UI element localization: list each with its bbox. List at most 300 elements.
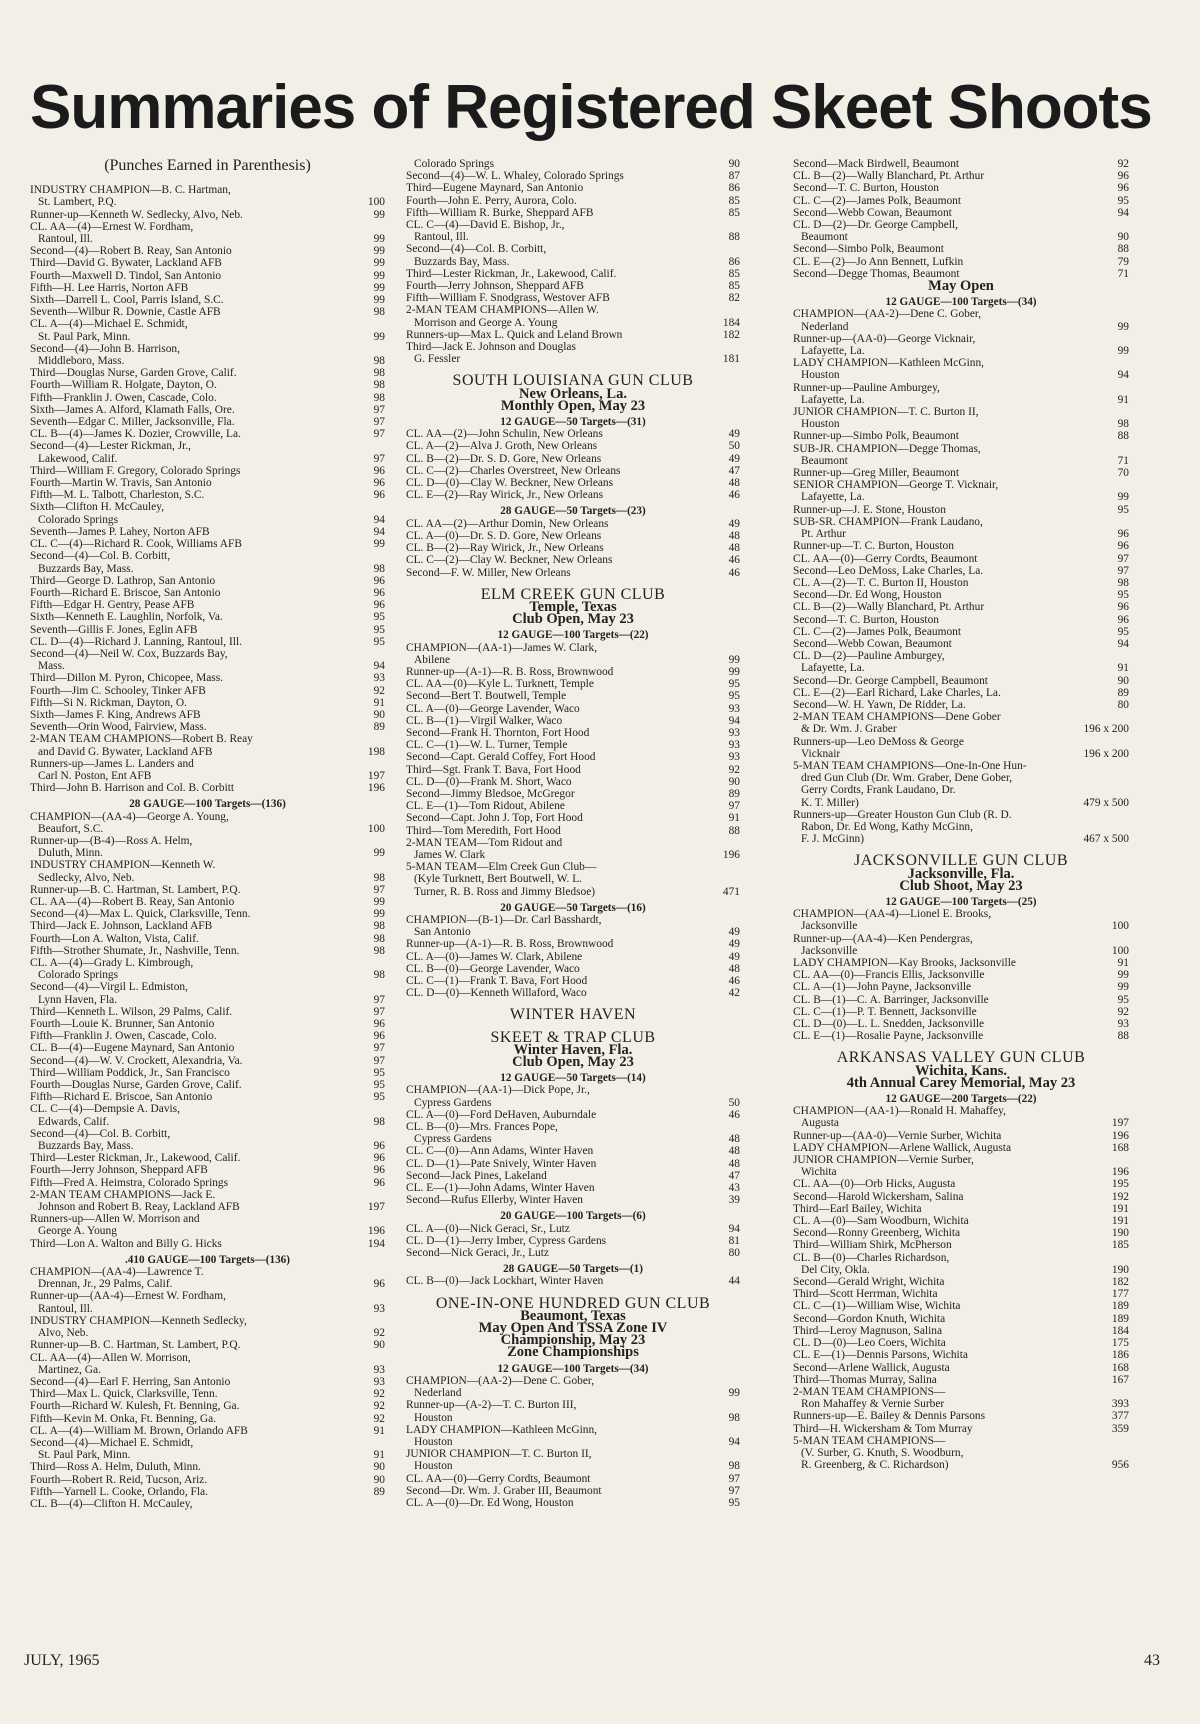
- result-text: St. Paul Park, Minn.: [38, 1449, 131, 1462]
- result-score: 88: [1115, 1030, 1129, 1042]
- result-text: St. Lambert, P.Q.: [38, 196, 117, 209]
- result-line: [30, 599, 385, 611]
- result-score: 98: [371, 563, 385, 575]
- result-line: [793, 1435, 1129, 1447]
- result-line: [793, 1423, 1129, 1435]
- result-score: 95: [1115, 626, 1129, 638]
- result-score: 99: [371, 331, 385, 343]
- result-line: [30, 859, 385, 871]
- result-line: [793, 1252, 1129, 1264]
- result-text: Lafayette, La.: [801, 491, 865, 504]
- result-text: R. Greenberg, & C. Richardson): [801, 1459, 949, 1472]
- result-text: Fourth—Jerry Johnson, Sheppard AFB: [406, 280, 584, 293]
- result-score: 48: [726, 963, 740, 975]
- result-score: 479 x 500: [1080, 797, 1129, 809]
- gauge-heading: .410 GAUGE—100 Targets—(136): [124, 1253, 290, 1266]
- result-text: Runner-up—(AA-4)—Ken Pendergras,: [793, 932, 973, 945]
- result-score: 97: [371, 884, 385, 896]
- result-text: Fourth—William R. Holgate, Dayton, O.: [30, 379, 217, 392]
- result-line: [406, 1448, 740, 1460]
- result-text: Fifth—H. Lee Harris, Norton AFB: [30, 281, 189, 294]
- page-title: Summaries of Registered Skeet Shoots: [30, 73, 1152, 142]
- result-line: [30, 563, 385, 575]
- result-score: 97: [726, 1485, 740, 1497]
- result-score: 96: [1115, 540, 1129, 552]
- result-line: [406, 207, 740, 219]
- result-line: [406, 886, 740, 898]
- result-score: 94: [1115, 207, 1129, 219]
- result-line: [793, 1203, 1129, 1215]
- result-line: [30, 697, 385, 709]
- result-text: CL. D—(2)—Dr. George Campbell,: [793, 219, 958, 232]
- result-text: 2-MAN TEAM CHAMPIONS—Allen W.: [406, 304, 599, 317]
- result-score: 94: [371, 514, 385, 526]
- result-line: [793, 170, 1129, 182]
- result-text: 2-MAN TEAM CHAMPIONS—Jack E.: [30, 1188, 216, 1201]
- result-line: [406, 1247, 740, 1259]
- result-score: 99: [1115, 981, 1129, 993]
- result-score: 49: [726, 926, 740, 938]
- result-score: 90: [726, 776, 740, 788]
- result-text: Drennan, Jr., 29 Palms, Calif.: [38, 1278, 173, 1291]
- result-line: [406, 938, 740, 950]
- result-text: SUB-JR. CHAMPION—Degge Thomas,: [793, 442, 981, 455]
- result-text: CL. A—(0)—George Lavender, Waco: [406, 702, 580, 715]
- result-line: [793, 357, 1129, 369]
- result-text: Second—(4)—Virgil L. Edmiston,: [30, 981, 188, 994]
- result-line: [30, 933, 385, 945]
- result-score: 93: [371, 1303, 385, 1315]
- result-line: [406, 1170, 740, 1182]
- result-text: Fifth—Fred A. Heimstra, Colorado Springs: [30, 1176, 229, 1189]
- result-line: [406, 764, 740, 776]
- result-text: 2-MAN TEAM CHAMPIONS—: [793, 1385, 946, 1398]
- result-text: Lynn Haven, Fla.: [38, 993, 118, 1006]
- result-score: 189: [1109, 1300, 1129, 1312]
- result-line: [406, 1145, 740, 1157]
- result-text: Martinez, Ga.: [38, 1363, 101, 1376]
- result-line: [30, 1018, 385, 1030]
- result-text: Second—(4)—W. L. Whaley, Colorado Springs: [406, 170, 624, 183]
- result-text: Second—Gerald Wright, Wichita: [793, 1276, 945, 1289]
- result-score: 99: [1115, 321, 1129, 333]
- result-line: [30, 847, 385, 859]
- result-line: [30, 233, 385, 245]
- result-score: 96: [371, 1018, 385, 1030]
- result-line: [30, 672, 385, 684]
- result-score: 39: [726, 1194, 740, 1206]
- result-text: Runner-up—B. C. Hartman, St. Lambert, P.Q.: [30, 883, 241, 896]
- result-text: Second—(4)—Robert B. Reay, San Antonio: [30, 245, 232, 258]
- result-text: CL. B—(2)—Dr. S. D. Gore, New Orleans: [406, 452, 602, 465]
- result-line: [30, 1201, 385, 1213]
- result-score: 88: [1115, 430, 1129, 442]
- result-score: 49: [726, 428, 740, 440]
- result-text: Runners-up—Allen W. Morrison and: [30, 1213, 200, 1226]
- result-text: Second—Mack Birdwell, Beaumont: [793, 158, 960, 170]
- result-text: George A. Young: [38, 1225, 117, 1238]
- result-text: Third—Lester Rickman, Jr., Lakewood, Calif.: [406, 267, 617, 280]
- result-line: [793, 821, 1129, 833]
- result-text: CL. D—(0)—Kenneth Willaford, Waco: [406, 987, 587, 1000]
- result-score: 90: [1115, 231, 1129, 243]
- club-name: ELM CREEK GUN CLUB: [480, 585, 666, 603]
- gauge-heading: 28 GAUGE—100 Targets—(136): [129, 798, 286, 811]
- result-text: F. J. McGinn): [801, 833, 865, 846]
- result-line: [30, 969, 385, 981]
- result-score: 80: [726, 1247, 740, 1259]
- result-text: CL. A—(0)—James W. Clark, Abilene: [406, 950, 583, 963]
- result-score: 99: [726, 654, 740, 666]
- result-score: 96: [371, 465, 385, 477]
- result-line: [406, 837, 740, 849]
- result-score: 94: [1115, 638, 1129, 650]
- result-line: [30, 1006, 385, 1018]
- result-text: CHAMPION—(AA-4)—Lionel E. Brooks,: [793, 908, 992, 921]
- result-score: 46: [726, 554, 740, 566]
- result-line: [30, 1339, 385, 1351]
- result-text: Rabon, Dr. Ed Wong, Kathy McGinn,: [801, 820, 973, 833]
- result-text: Alvo, Neb.: [38, 1327, 89, 1340]
- result-score: 97: [1115, 553, 1129, 565]
- result-score: 99: [726, 666, 740, 678]
- result-text: Third—William Shirk, McPherson: [793, 1239, 952, 1252]
- result-score: 48: [726, 1133, 740, 1145]
- result-text: Runner-up—Kenneth W. Sedlecky, Alvo, Neb.: [30, 208, 243, 221]
- result-text: Second—Ronny Greenberg, Wichita: [793, 1227, 961, 1240]
- result-score: 93: [726, 739, 740, 751]
- result-line: [406, 243, 740, 255]
- result-line: [406, 465, 740, 477]
- result-line: [793, 467, 1129, 479]
- result-line: [793, 443, 1129, 455]
- result-text: Third—Thomas Murray, Salina: [793, 1373, 937, 1386]
- result-line: [30, 318, 385, 330]
- result-text: Runner-up—(A-1)—R. B. Ross, Brownwood: [406, 938, 614, 951]
- result-text: CHAMPION—(AA-2)—Dene C. Gober,: [793, 308, 982, 321]
- result-score: 196: [365, 1225, 385, 1237]
- result-text: CL. A—(2)—Alva J. Groth, New Orleans: [406, 440, 598, 453]
- result-line: [793, 516, 1129, 528]
- result-line: [30, 1278, 385, 1290]
- result-score: 198: [365, 746, 385, 758]
- result-line: [30, 721, 385, 733]
- result-text: CL. D—(0)—Leo Coers, Wichita: [793, 1337, 946, 1350]
- result-line: [406, 1133, 740, 1145]
- gauge-heading: 12 GAUGE—100 Targets—(34): [497, 1362, 649, 1375]
- result-line: [30, 1315, 385, 1327]
- gauge-heading: 12 GAUGE—100 Targets—(22): [497, 629, 649, 642]
- result-score: 181: [720, 353, 740, 365]
- result-text: Second—Simbo Polk, Beaumont: [793, 243, 944, 256]
- result-text: CL. AA—(4)—Robert B. Reay, San Antonio: [30, 895, 235, 908]
- result-text: CL. AA—(4)—Allen W. Morrison,: [30, 1351, 191, 1364]
- result-line: [793, 1154, 1129, 1166]
- club-city: Temple, Texas: [529, 598, 617, 615]
- result-text: Buzzards Bay, Mass.: [38, 1140, 134, 1153]
- result-line: [793, 528, 1129, 540]
- result-text: Lafayette, La.: [801, 662, 865, 675]
- result-line: [793, 711, 1129, 723]
- result-line: [406, 256, 740, 268]
- result-text: Fifth—William F. Snodgrass, Westover AFB: [406, 292, 610, 305]
- result-score: 98: [1115, 418, 1129, 430]
- result-line: [793, 1288, 1129, 1300]
- result-line: [793, 182, 1129, 194]
- result-line: [30, 184, 385, 196]
- result-score: 98: [371, 306, 385, 318]
- result-line: [30, 1213, 385, 1225]
- result-text: Ron Mahaffey & Vernie Surber: [801, 1398, 945, 1411]
- result-text: CL. A—(0)—Sam Woodburn, Wichita: [793, 1215, 969, 1228]
- result-text: INDUSTRY CHAMPION—B. C. Hartman,: [30, 184, 231, 197]
- result-text: Second—Rufus Ellerby, Winter Haven: [406, 1194, 584, 1207]
- result-line: [30, 209, 385, 221]
- result-score: 98: [371, 379, 385, 391]
- result-line: [406, 567, 740, 579]
- result-score: 46: [726, 567, 740, 579]
- result-text: Johnson and Robert B. Reay, Lackland AFB: [38, 1201, 240, 1214]
- result-score: 49: [726, 951, 740, 963]
- result-text: Third—William F. Gregory, Colorado Springs: [30, 464, 241, 477]
- result-text: CHAMPION—(B-1)—Dr. Carl Basshardt,: [406, 913, 602, 926]
- result-text: Second—Leo DeMoss, Lake Charles, La.: [793, 564, 984, 577]
- result-line: [406, 703, 740, 715]
- result-text: Third—Leroy Magnuson, Salina: [793, 1324, 943, 1337]
- result-line: [793, 1264, 1129, 1276]
- result-line: [793, 1349, 1129, 1361]
- result-text: SUB-SR. CHAMPION—Frank Laudano,: [793, 515, 983, 528]
- result-line: [406, 800, 740, 812]
- result-line: [406, 329, 740, 341]
- result-score: 47: [726, 465, 740, 477]
- result-text: CL. B—(0)—Mrs. Frances Pope,: [406, 1121, 558, 1134]
- result-text: SENIOR CHAMPION—George T. Vicknair,: [793, 479, 999, 492]
- result-score: 196: [1109, 1166, 1129, 1178]
- result-text: Fifth—Yarnell L. Cooke, Orlando, Fla.: [30, 1485, 208, 1498]
- result-text: Third—Jack E. Johnson, Lackland AFB: [30, 920, 213, 933]
- result-line: [30, 1030, 385, 1042]
- result-text: 5-MAN TEAM CHAMPIONS—: [793, 1434, 946, 1447]
- result-text: CL. C—(1)—W. L. Turner, Temple: [406, 739, 568, 752]
- result-line: [30, 1352, 385, 1364]
- result-line: [30, 379, 385, 391]
- result-score: 95: [371, 1079, 385, 1091]
- result-score: 196: [365, 782, 385, 794]
- result-text: CL. A—(0)—Nick Geraci, Sr., Lutz: [406, 1222, 570, 1235]
- result-line: [793, 553, 1129, 565]
- result-score: 82: [726, 292, 740, 304]
- result-text: CL. A—(4)—Grady L. Kimbrough,: [30, 957, 194, 969]
- result-text: Wichita: [801, 1166, 837, 1179]
- result-line: [406, 727, 740, 739]
- result-text: Augusta: [801, 1117, 839, 1130]
- result-text: CL. AA—(0)—Francis Ellis, Jacksonville: [793, 969, 985, 982]
- result-score: 93: [371, 672, 385, 684]
- result-text: Fifth—Si N. Rickman, Dayton, O.: [30, 696, 187, 709]
- result-text: Second—T. C. Burton, Houston: [793, 182, 939, 195]
- result-line: [30, 575, 385, 587]
- result-text: Lafayette, La.: [801, 393, 865, 406]
- result-text: St. Paul Park, Minn.: [38, 330, 131, 343]
- result-text: Third—Lon A. Walton and Billy G. Hicks: [30, 1237, 222, 1250]
- result-line: [793, 207, 1129, 219]
- result-text: Morrison and George A. Young: [414, 316, 558, 329]
- result-score: 91: [1115, 957, 1129, 969]
- result-line: [30, 1189, 385, 1201]
- result-line: [793, 1362, 1129, 1374]
- result-line: [30, 1103, 385, 1115]
- result-score: 95: [1115, 994, 1129, 1006]
- result-line: [406, 1375, 740, 1387]
- result-score: 99: [371, 896, 385, 908]
- result-line: [30, 1437, 385, 1449]
- result-line: [406, 428, 740, 440]
- result-score: 95: [726, 690, 740, 702]
- gauge-heading: 20 GAUGE—50 Targets—(16): [500, 901, 646, 914]
- result-text: CL. AA—(4)—Ernest W. Fordham,: [30, 220, 194, 233]
- result-line: [793, 321, 1129, 333]
- result-line: [406, 690, 740, 702]
- result-text: CL. D—(0)—Clay W. Beckner, New Orleans: [406, 477, 614, 490]
- result-text: CHAMPION—(AA-1)—Ronald H. Mahaffey,: [793, 1105, 1006, 1118]
- result-score: 197: [365, 770, 385, 782]
- result-line: [30, 1486, 385, 1498]
- result-line: [30, 1498, 385, 1510]
- result-score: 42: [726, 987, 740, 999]
- result-line: [793, 540, 1129, 552]
- result-line: [793, 406, 1129, 418]
- event-title: Monthly Open, May 23: [500, 397, 646, 414]
- result-score: 99: [371, 233, 385, 245]
- result-text: Second—Dr. Wm. J. Graber III, Beaumont: [406, 1484, 602, 1497]
- result-line: [793, 626, 1129, 638]
- result-text: Fourth—Jerry Johnson, Sheppard AFB: [30, 1164, 208, 1177]
- result-score: 393: [1109, 1398, 1129, 1410]
- club-name: SKEET & TRAP CLUB: [490, 1028, 656, 1046]
- result-score: 96: [1115, 614, 1129, 626]
- result-text: Beaumont: [801, 454, 848, 467]
- result-score: 99: [371, 257, 385, 269]
- result-text: Runners-up—James L. Landers and: [30, 757, 194, 770]
- result-text: LADY CHAMPION—Kay Brooks, Jacksonville: [793, 957, 1016, 969]
- result-line: [30, 392, 385, 404]
- result-line: [406, 453, 740, 465]
- result-text: Sixth—Darrell L. Cool, Parris Island, S.C.: [30, 294, 224, 307]
- result-text: Sixth—Clifton H. McCauley,: [30, 501, 165, 514]
- gauge-heading: 20 GAUGE—100 Targets—(6): [500, 1210, 646, 1223]
- result-line: [793, 369, 1129, 381]
- club-city: Wichita, Kans.: [915, 1062, 1007, 1079]
- result-score: 71: [1115, 455, 1129, 467]
- result-text: Second—(4)—Earl F. Herring, San Antonio: [30, 1375, 231, 1388]
- result-text: 5-MAN TEAM—Elm Creek Gun Club—: [406, 861, 597, 874]
- result-line: [406, 353, 740, 365]
- club-name: JACKSONVILLE GUN CLUB: [853, 852, 1069, 870]
- result-score: 185: [1109, 1239, 1129, 1251]
- result-text: CL. B—(4)—Clifton H. McCauley,: [30, 1497, 193, 1510]
- result-text: Seventh—Orin Wood, Fairview, Mass.: [30, 721, 207, 734]
- result-line: [406, 1121, 740, 1133]
- result-text: CL. E—(2)—Ray Wirick, Jr., New Orleans: [406, 489, 604, 502]
- result-line: [30, 746, 385, 758]
- result-line: [406, 788, 740, 800]
- result-line: [30, 1140, 385, 1152]
- result-line: [793, 662, 1129, 674]
- result-text: CL. E—(1)—Dennis Parsons, Wichita: [793, 1349, 968, 1362]
- result-score: 98: [371, 969, 385, 981]
- result-text: CL. A—(0)—Dr. Ed Wong, Houston: [406, 1496, 574, 1509]
- result-text: Second—Webb Cowan, Beaumont: [793, 206, 952, 219]
- result-line: [406, 268, 740, 280]
- result-score: 94: [371, 660, 385, 672]
- result-score: 85: [726, 195, 740, 207]
- result-text: CL. B—(2)—Wally Blanchard, Pt. Arthur: [793, 601, 985, 614]
- result-line: [793, 231, 1129, 243]
- event-title: Club Open, May 23: [512, 1054, 634, 1071]
- result-score: 48: [726, 1158, 740, 1170]
- result-line: [30, 294, 385, 306]
- result-text: Sedlecky, Alvo, Neb.: [38, 871, 135, 884]
- page-number: 43: [1144, 1652, 1160, 1669]
- result-text: Third—Scott Herrman, Wichita: [793, 1288, 938, 1301]
- result-text: Rantoul, Ill.: [414, 231, 469, 244]
- result-text: JUNIOR CHAMPION—Vernie Surber,: [793, 1154, 974, 1167]
- result-line: [30, 440, 385, 452]
- result-line: [793, 382, 1129, 394]
- result-text: Third—Ross A. Helm, Duluth, Minn.: [30, 1461, 201, 1474]
- result-line: [406, 987, 740, 999]
- result-score: 50: [726, 440, 740, 452]
- result-line: [406, 1412, 740, 1424]
- result-line: [793, 1325, 1129, 1337]
- result-line: [793, 345, 1129, 357]
- result-score: 168: [1109, 1142, 1129, 1154]
- result-text: Second—Nick Geraci, Jr., Lutz: [406, 1247, 549, 1260]
- result-text: & Dr. Wm. J. Graber: [801, 723, 897, 736]
- result-line: [793, 1276, 1129, 1288]
- result-line: [30, 1091, 385, 1103]
- result-text: CL. E—(2)—Jo Ann Bennett, Lufkin: [793, 255, 964, 268]
- result-text: CL. C—(2)—Clay W. Beckner, New Orleans: [406, 554, 613, 567]
- result-line: [793, 158, 1129, 170]
- result-line: [406, 1097, 740, 1109]
- result-text: LADY CHAMPION—Arlene Wallick, Augusta: [793, 1141, 1012, 1154]
- result-text: CL. D—(1)—Jerry Imber, Cypress Gardens: [406, 1234, 607, 1247]
- result-text: (V. Surber, G. Knuth, S. Woodburn,: [801, 1446, 964, 1459]
- result-score: 43: [726, 1182, 740, 1194]
- result-text: Second—Dr. George Campbell, Beaumont: [793, 674, 988, 687]
- result-text: Second—Jimmy Bledsoe, McGregor: [406, 787, 575, 800]
- result-text: CL. C—(0)—Ann Adams, Winter Haven: [406, 1145, 594, 1158]
- result-line: [30, 355, 385, 367]
- result-line: [30, 1055, 385, 1067]
- result-text: and David G. Bywater, Lackland AFB: [38, 745, 213, 758]
- result-line: [30, 404, 385, 416]
- result-text: JUNIOR CHAMPION—T. C. Burton II,: [793, 406, 979, 419]
- result-score: 90: [1115, 675, 1129, 687]
- result-score: 95: [1115, 589, 1129, 601]
- result-line: [30, 1152, 385, 1164]
- result-score: 97: [726, 800, 740, 812]
- result-score: 99: [371, 908, 385, 920]
- result-text: INDUSTRY CHAMPION—Kenneth W.: [30, 859, 216, 872]
- result-line: [30, 282, 385, 294]
- result-line: [793, 1227, 1129, 1239]
- result-text: CL. C—(2)—Charles Overstreet, New Orleans: [406, 464, 621, 477]
- result-line: [793, 1447, 1129, 1459]
- result-text: Fifth—Richard E. Briscoe, San Antonio: [30, 1091, 213, 1104]
